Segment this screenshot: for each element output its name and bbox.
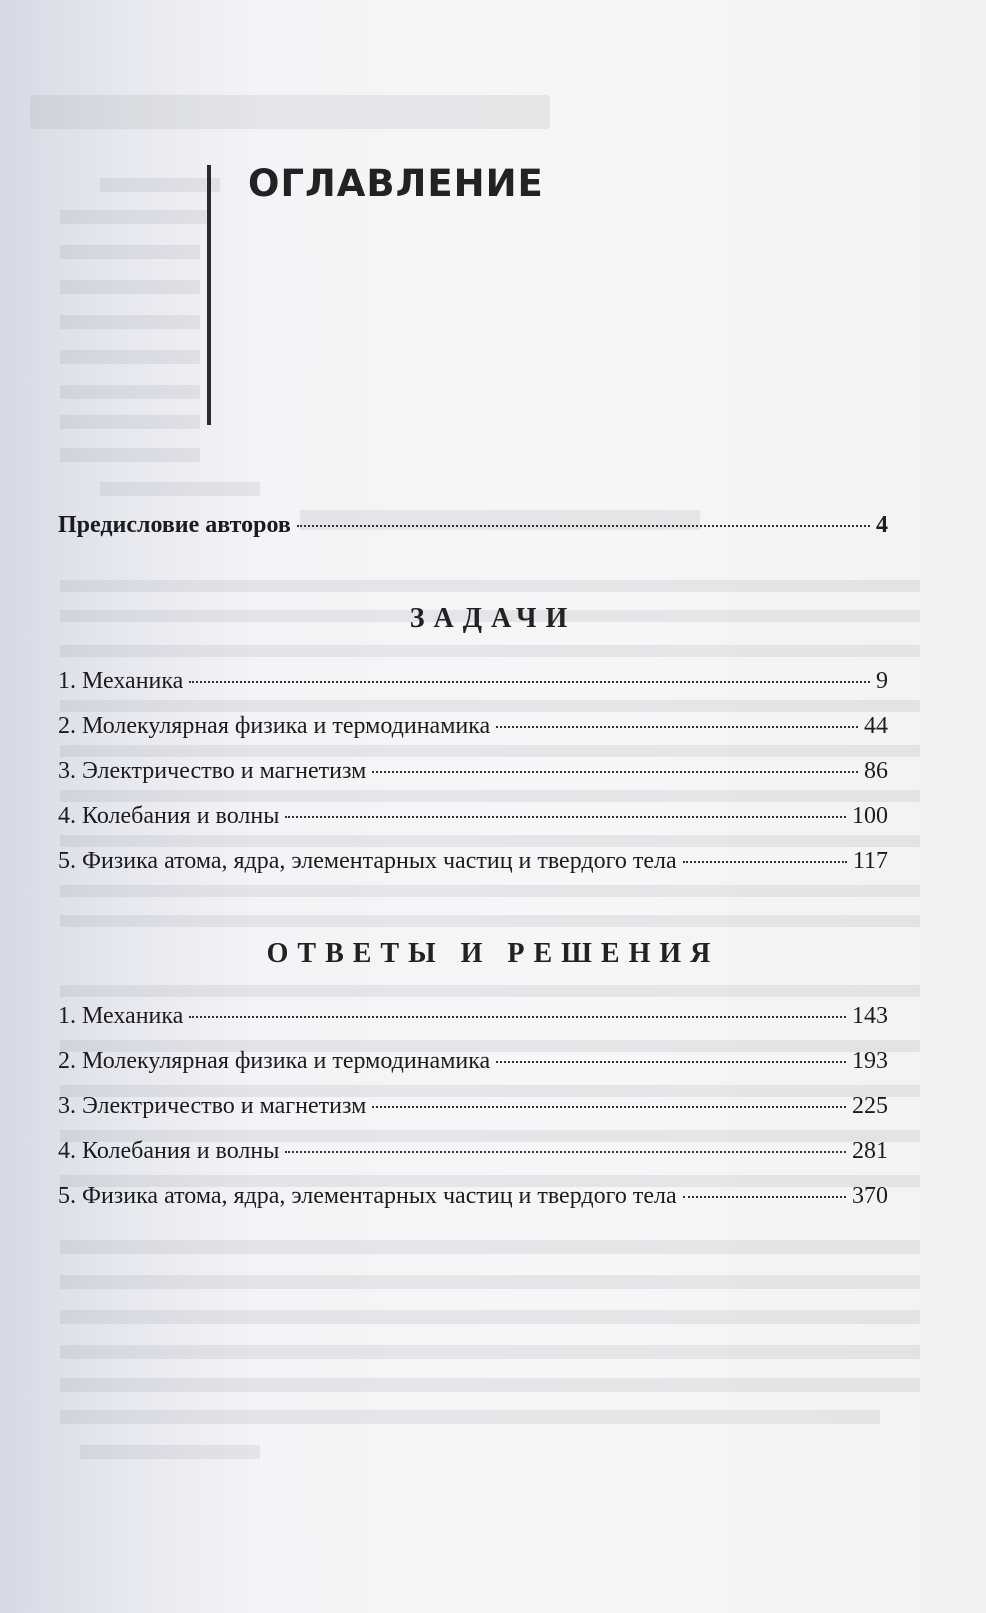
toc-label: 4. Колебания и волны xyxy=(58,1138,280,1164)
toc-row-preface xyxy=(58,512,888,546)
dot-leader xyxy=(496,1061,846,1063)
toc-title: ОГЛАВЛЕНИЕ xyxy=(248,162,544,205)
dot-leader xyxy=(285,1151,846,1153)
toc-label: 5. Физика атома, ядра, элементарных частиц и твердого тела xyxy=(58,848,677,874)
dot-leader xyxy=(372,771,858,773)
toc-label: 1. Механика xyxy=(58,1003,184,1029)
dot-leader xyxy=(285,816,846,818)
toc-row xyxy=(58,1003,888,1037)
toc-page-number: 117 xyxy=(852,848,888,874)
toc-label: 2. Молекулярная физика и термодинамика xyxy=(58,713,491,739)
toc-label: 5. Физика атома, ядра, элементарных частиц и твердого тела xyxy=(58,1183,677,1209)
dot-leader xyxy=(496,726,858,728)
toc-label: 2. Молекулярная физика и термодинамика xyxy=(58,1048,491,1074)
toc-page-number: 44 xyxy=(864,713,888,739)
toc-row xyxy=(58,1093,888,1127)
toc-row xyxy=(58,848,888,882)
dot-leader xyxy=(297,525,870,527)
toc-page-number: 193 xyxy=(852,1048,888,1074)
toc-row xyxy=(58,668,888,702)
toc-page-number: 86 xyxy=(864,758,888,784)
dot-leader xyxy=(683,1196,846,1198)
toc-label: 4. Колебания и волны xyxy=(58,803,280,829)
toc-page-number: 370 xyxy=(852,1183,888,1209)
toc-row xyxy=(58,758,888,792)
dot-leader xyxy=(683,861,847,863)
section-heading-problems: ЗАДАЧИ xyxy=(409,603,577,634)
toc-row xyxy=(58,1183,888,1217)
toc-page-number: 9 xyxy=(876,668,888,694)
dot-leader xyxy=(372,1106,846,1108)
title-accent-bar xyxy=(207,165,211,425)
toc-label: Предисловие авторов xyxy=(58,512,291,538)
toc-page-number: 100 xyxy=(852,803,888,829)
toc-label: 3. Электричество и магнетизм xyxy=(58,1093,367,1119)
toc-label: 3. Электричество и магнетизм xyxy=(58,758,367,784)
section-heading-answers: ОТВЕТЫ И РЕШЕНИЯ xyxy=(266,938,720,969)
toc-row xyxy=(58,803,888,837)
toc-row xyxy=(58,1048,888,1082)
dot-leader xyxy=(189,1016,846,1018)
toc-row xyxy=(58,713,888,747)
toc-page-number: 281 xyxy=(852,1138,888,1164)
toc-page-number: 4 xyxy=(876,512,888,538)
dot-leader xyxy=(189,681,870,683)
toc-label: 1. Механика xyxy=(58,668,184,694)
toc-page-number: 143 xyxy=(852,1003,888,1029)
toc-page-number: 225 xyxy=(852,1093,888,1119)
toc-row xyxy=(58,1138,888,1172)
